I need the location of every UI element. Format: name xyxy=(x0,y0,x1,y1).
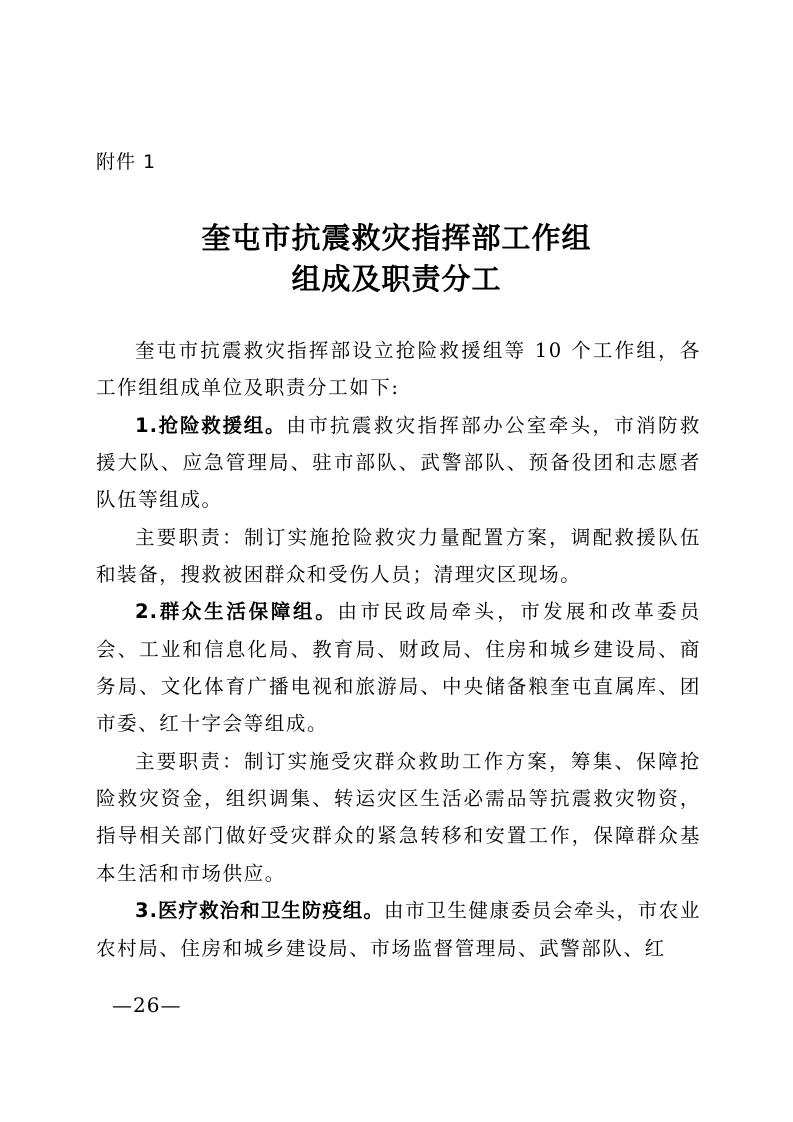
group-1-heading: 1.抢险救援组。 xyxy=(135,413,287,437)
page-number: —26— xyxy=(112,993,182,1017)
group-1-members: 由市抗震救灾指挥部办公室牵头，市消防救援大队、应急管理局、驻市部队、武警部队、预备役团和志愿者队伍等组成。 xyxy=(96,413,701,512)
document-title-line-1: 奎屯市抗震救灾指挥部工作组 xyxy=(201,221,592,255)
group-2-heading: 2.群众生活保障组。 xyxy=(135,600,338,624)
group-1-paragraph xyxy=(96,407,701,519)
group-3-paragraph xyxy=(96,892,701,967)
group-3-heading: 3.医疗救治和卫生防疫组。 xyxy=(135,899,384,923)
intro-paragraph: 奎屯市抗震救灾指挥部设立抢险救援组等 10 个工作组，各工作组组成单位及职责分工如下: xyxy=(96,339,701,400)
group-1-duties: 主要职责：制订实施抢险救灾力量配置方案，调配救援队伍和装备，搜救被困群众和受伤人员；清理灾区现场。 xyxy=(96,525,701,587)
group-2-duties: 主要职责：制订实施受灾群众救助工作方案，筹集、保障抢险救灾资金，组织调集、转运灾区生活必需品等抗震救灾物资，指导相关部门做好受灾群众的紧急转移和安置工作，保障群众基本生活和市场供应。 xyxy=(96,749,701,885)
group-2-members: 由市民政局牵头，市发展和改革委员会、工业和信息化局、教育局、财政局、住房和城乡建设局、商务局、文化体育广播电视和旅游局、中央储备粮奎屯直属库、团市委、红十字会等组成。 xyxy=(96,600,701,736)
group-3-members: 由市卫生健康委员会牵头，市农业农村局、住房和城乡建设局、市场监督管理局、武警部队、红 xyxy=(96,899,701,960)
document-title-line-2: 组成及职责分工 xyxy=(291,262,502,296)
document-body xyxy=(96,332,701,967)
group-2-paragraph xyxy=(96,593,701,742)
attachment-label: 附件 1 xyxy=(96,151,157,173)
